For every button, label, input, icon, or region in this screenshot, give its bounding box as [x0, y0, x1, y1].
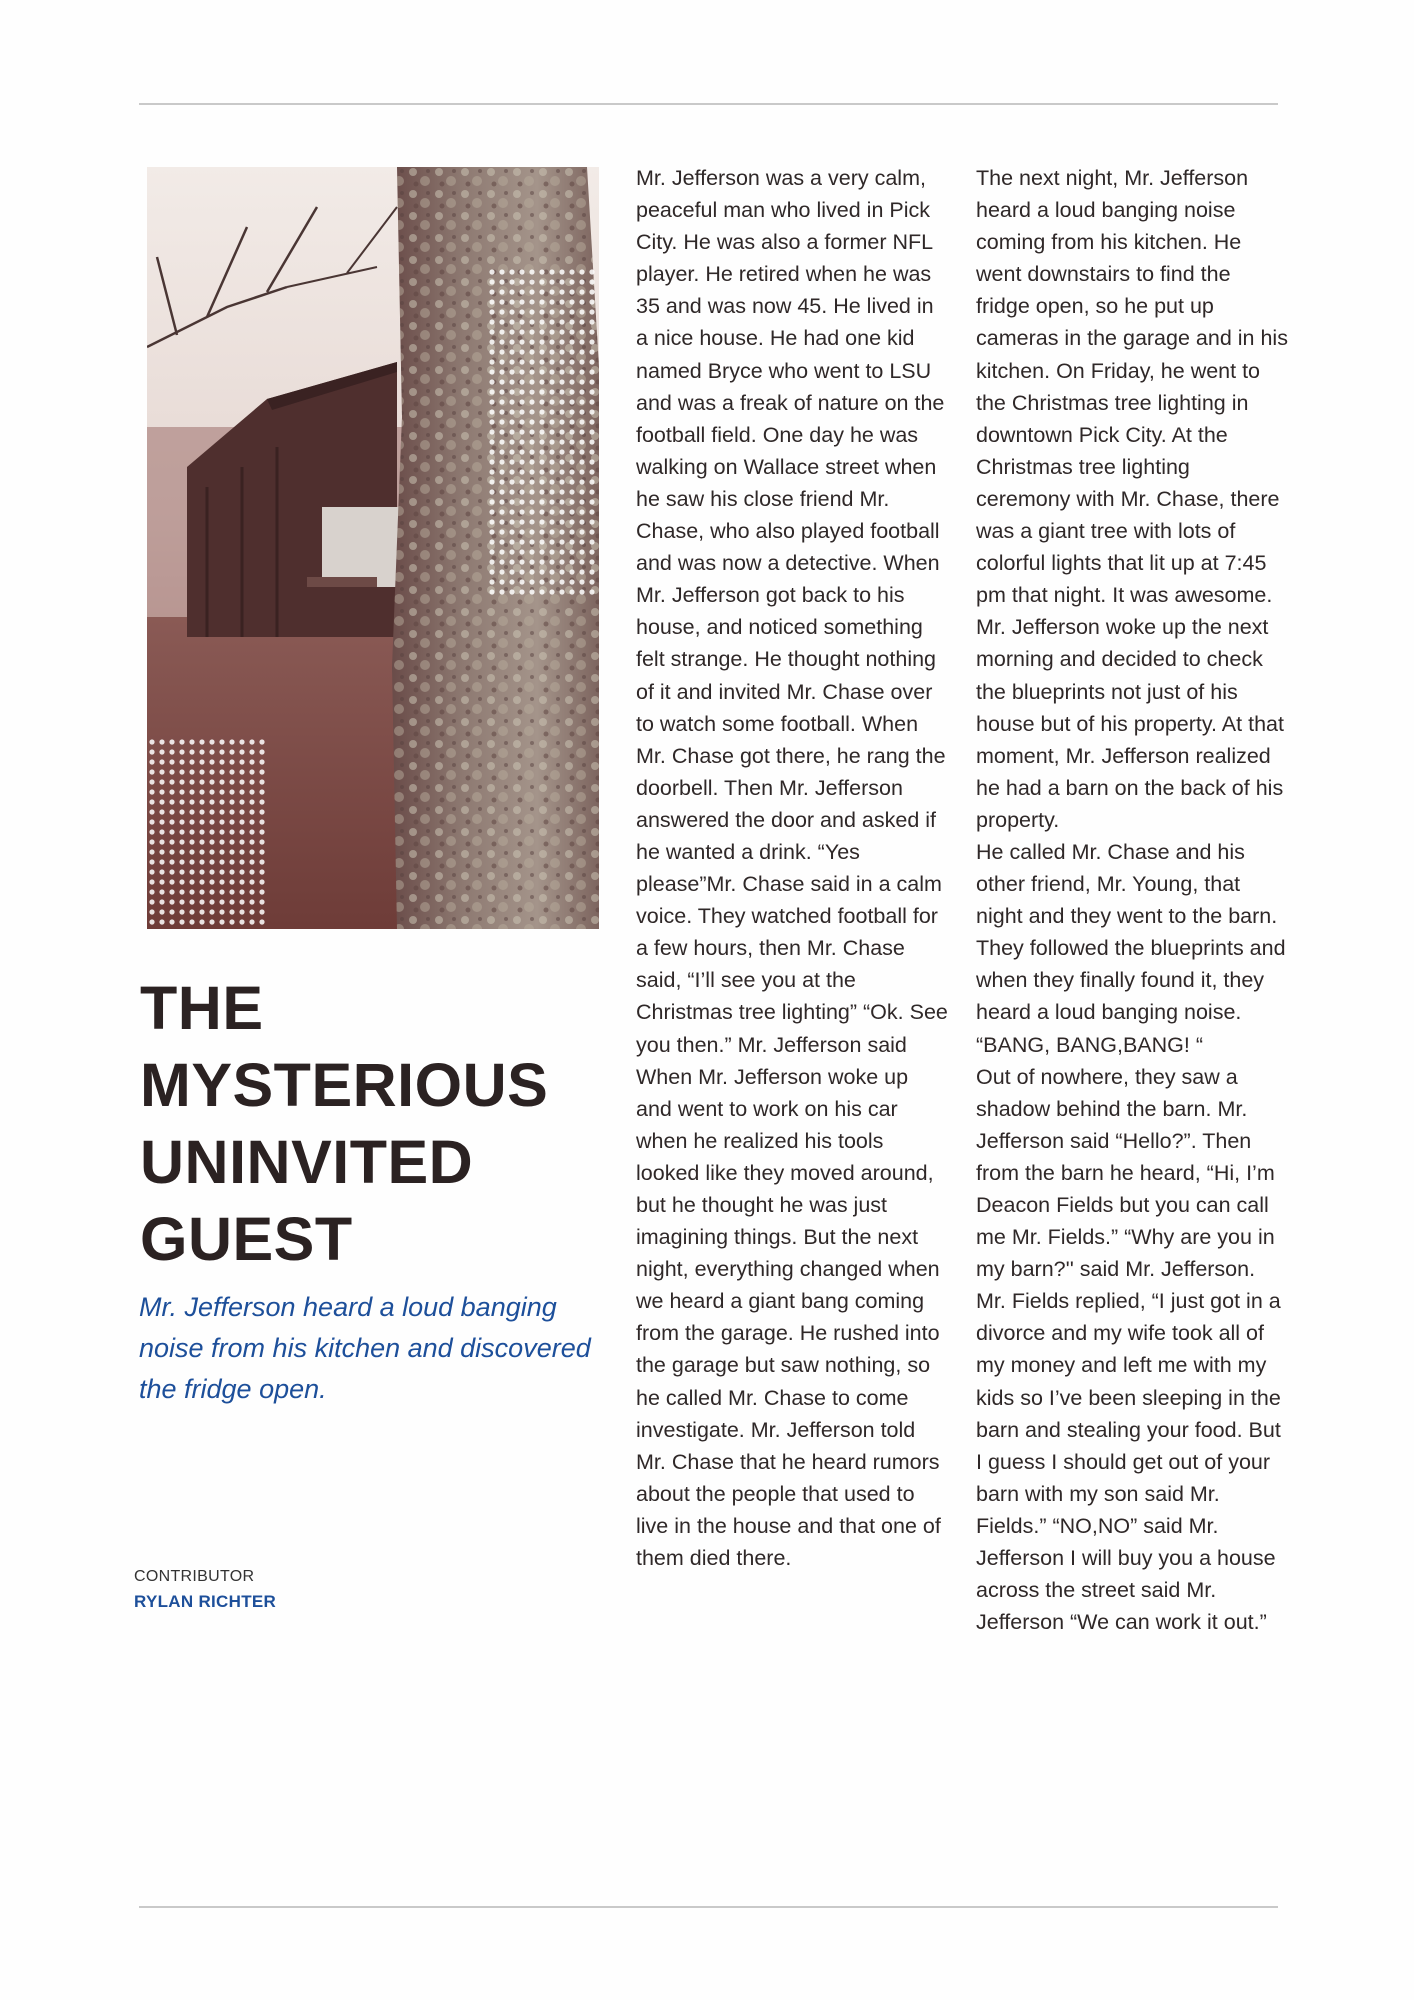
title-line: MYSTERIOUS — [140, 1051, 549, 1119]
body-paragraph: Mr. Jefferson was a very calm, peaceful man who lived in Pick City. He was also a former NFL player. He retired when he was 35 and was now 45. He lived in a nice house. He had one kid named Bryce who went to LSU and was a freak of nature on the football field. One day he was walking on Wallace street when he saw his close friend Mr. Chase, who also played football and was now a detective. When Mr. Jefferson got back to his house, and noticed something felt strange. He thought nothing of it and invited Mr. Chase over to watch some football. When Mr. Chase got there, he rang the doorbell. Then Mr. Jefferson answered the door and asked if he wanted a drink. “Yes please”Mr. Chase said in a calm voice. They watched football for a few hours, then Mr. Chase said, “I’ll see you at the Christmas tree lighting” “Ok. See you then.” Mr. Jefferson said — [636, 166, 948, 1057]
contributor-label: CONTRIBUTOR — [134, 1568, 255, 1585]
body-paragraph: When Mr. Jefferson woke up and went to work on his car when he realized his tools looked like they moved around, but he thought he was just imagining things. But the next night, everything changed when we heard a giant bang coming from the garage. He rushed into the garage but saw nothing, so he called Mr. Chase to come investigate. Mr. Jefferson told Mr. Chase that he heard rumors about the people that used to live in the house and that one of them died there. — [636, 1064, 941, 1571]
bottom-divider — [139, 1906, 1278, 1908]
title-line: UNINVITED — [140, 1128, 474, 1196]
title-line: THE — [140, 974, 264, 1042]
body-column-1 — [636, 162, 948, 1574]
title-line: GUEST — [140, 1205, 353, 1273]
photo-barn-tree-autumn-icon — [147, 167, 599, 929]
body-paragraph: Out of nowhere, they saw a shadow behind the barn. Mr. Jefferson said “Hello?”. Then from the barn he heard, “Hi, I’m Deacon Fields but you can call me Mr. Fields.” “Why are you in my barn?'' said Mr. Jefferson. Mr. Fields replied, “I just got in a divorce and my wife took all of my money and left me with my kids so I’ve been sleeping in the barn and stealing your food. But I guess I should get out of your barn with my son said Mr. Fields.” “NO,NO” said Mr. Jefferson I will buy you a house across the street said Mr. Jefferson “We can work it out.” — [976, 1064, 1281, 1635]
body-paragraph: He called Mr. Chase and his other friend, Mr. Young, that night and they went to the barn. They followed the blueprints and when they finally found it, they heard a loud banging noise. “BANG, BANG,BANG! “ — [976, 839, 1286, 1057]
contributor-name: RYLAN RICHTER — [134, 1592, 277, 1611]
top-divider — [139, 103, 1278, 105]
article-title — [140, 970, 548, 1278]
body-paragraph: The next night, Mr. Jefferson heard a loud banging noise coming from his kitchen. He went downstairs to find the fridge open, so he put up cameras in the garage and in his kitchen. On Friday, he went to the Christmas tree lighting in downtown Pick City. At the Christmas tree lighting ceremony with Mr. Chase, there was a giant tree with lots of colorful lights that lit up at 7:45 pm that night. It was awesome. Mr. Jefferson woke up the next morning and decided to check the blueprints not just of his house but of his property. At that moment, Mr. Jefferson realized he had a barn on the back of his property. — [976, 166, 1288, 832]
article-subtitle: Mr. Jefferson heard a loud banging noise from his kitchen and discovered the fridge open. — [139, 1292, 591, 1404]
article-photo — [147, 167, 599, 929]
body-column-2 — [976, 162, 1288, 1638]
